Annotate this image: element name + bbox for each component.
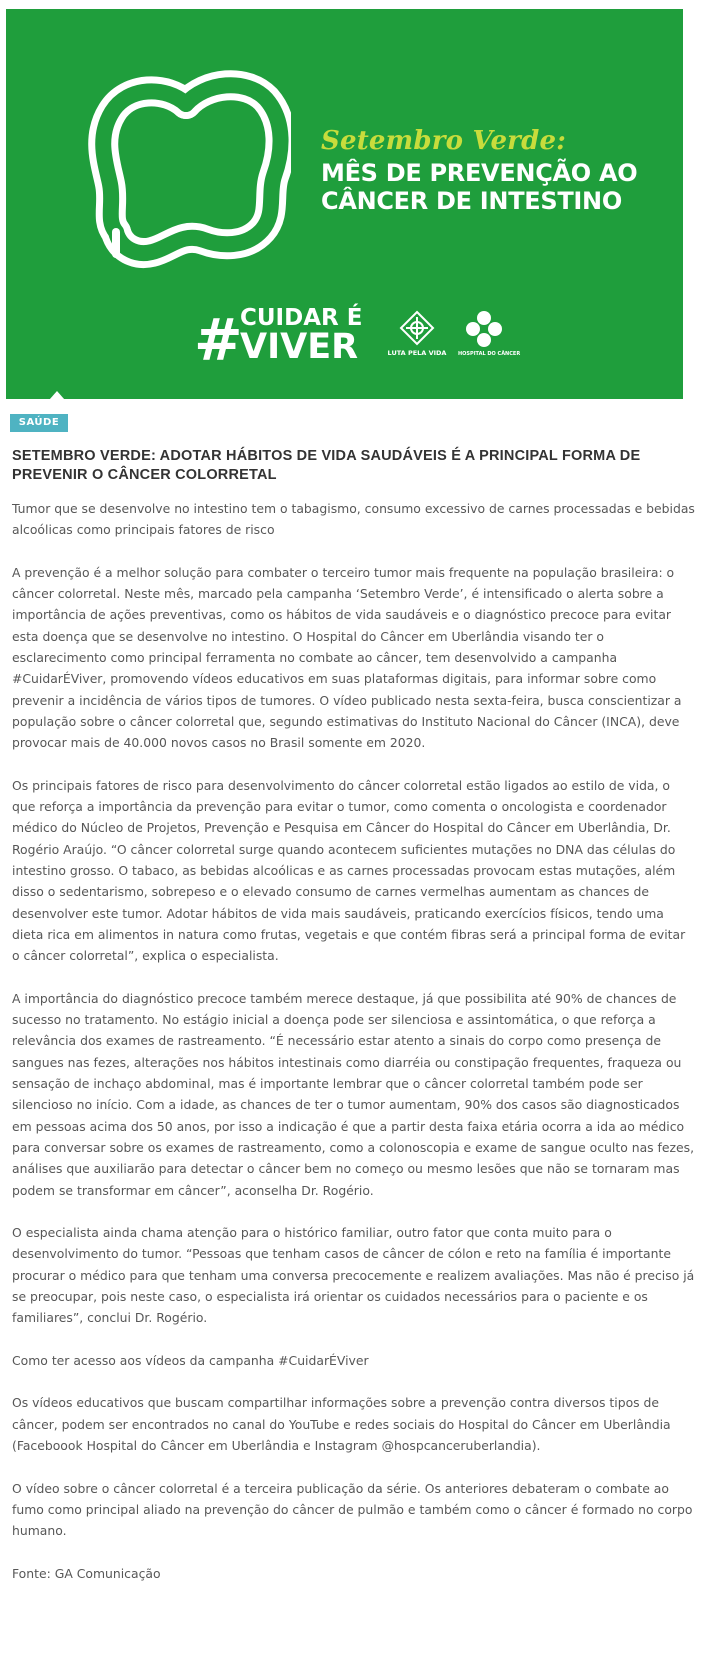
hero-subtitle: Setembro Verde: xyxy=(321,126,566,156)
article-source: Fonte: GA Comunicação xyxy=(12,1565,161,1581)
article-paragraph: O especialista ainda chama atenção para o histórico familiar, outro fator que conta muito para o desenvolvimento do tumor. “Pessoas que tenham casos de câncer de cólon e reto na família é importante procurar o médico para que tenham uma conversa precocemente e realizem avaliações. Mas não é preciso já se preocupar, pois neste caso, o especialista irá orientar os cuidados necessários para o paciente e os familiares”, conclui Dr. Rogério. xyxy=(12,1225,695,1326)
hero-notch xyxy=(42,391,72,399)
article-body xyxy=(12,498,696,1605)
hero-title-line1: MÊS DE PREVENÇÃO AO xyxy=(321,159,638,187)
diamond-cross-icon xyxy=(386,309,448,349)
intestine-icon xyxy=(86,64,291,269)
article-paragraph: A importância do diagnóstico precoce também merece destaque, já que possibilita até 90% de chances de sucesso no tratamento. No estágio inicial a doença pode ser silenciosa e assintomática, o que reforça a relevância dos exames de rastreamento. “É necessário estar atento a sinais do corpo como presença de sangues nas fezes, alterações nos hábitos intestinais como diarréia ou constipação frequentes, fraqueza ou sensação de inchaço abdominal, mas é importante lembrar que o câncer colorretal também pode ser silencioso no início. Com a idade, as chances de ter o tumor aumentam, 90% dos casos são diagnosticados em pessoas acima dos 50 anos, por isso a indicação é que a partir desta faixa etária ocorra a ida ao médico para conversar sobre os exames de rastreamento, como a colonoscopia e exame de sangue oculto nas fezes, análises que auxiliarão para detectar o câncer bem no começo ou mesmo lesões que não se tornaram mas podem se transformar em câncer”, aconselha Dr. Rogério. xyxy=(12,990,695,1198)
hashtag-line1: CUIDAR É xyxy=(240,305,363,331)
article-paragraph: Os vídeos educativos que buscam compartilhar informações sobre a prevenção contra diversos tipos de câncer, podem ser encontrados no canal do YouTube e redes sociais do Hospital do Câncer em Uberlândia (Faceboook Hospital do Câncer em Uberlândia e Instagram @hospcanceruberlandia). xyxy=(12,1395,671,1454)
logo2-text: HOSPITAL DO CÂNCER xyxy=(458,351,521,357)
article-paragraph: A prevenção é a melhor solução para combater o terceiro tumor mais frequente na população brasileira: o câncer colorretal. Neste mês, marcado pela campanha ‘Setembro Verde’, é intensificado o alerta sobre a importância de ações preventivas, como os hábitos de vida saudáveis e o diagnóstico precoce para evitar esta doença que se desenvolve no intestino. O Hospital do Câncer em Uberlândia visando ter o esclarecimento como principal ferramenta no combate ao câncer, tem desenvolvido a campanha #CuidarÉViver, promovendo vídeos educativos em suas plataformas digitais, para informar sobre como prevenir a incidência de vários tipos de tumores. O vídeo publicado nesta sexta-feira, busca conscientizar a população sobre o câncer colorretal que, segundo estimativas do Instituto Nacional do Câncer (INCA), deve provocar mais de 40.000 novos casos no Brasil somente em 2020. xyxy=(12,564,682,751)
article-lead: Tumor que se desenvolve no intestino tem o tabagismo, consumo excessivo de carnes processadas e bebidas alcoólicas como principais fatores de risco xyxy=(12,501,695,538)
luta-pela-vida-logo xyxy=(386,309,448,361)
hero-title-line2: CÂNCER DE INTESTINO xyxy=(321,187,622,215)
hashtag-line2: VIVER xyxy=(240,327,359,367)
category-badge[interactable]: SAÚDE xyxy=(10,414,68,432)
hero-title xyxy=(321,159,661,215)
article-paragraph: Os principais fatores de risco para desenvolvimento do câncer colorretal estão ligados ao estilo de vida, o que reforça a importância da prevenção para evitar o tumor, como comenta o oncologista e coordenador médico do Núcleo de Projetos, Prevenção e Pesquisa em Câncer do Hospital do Câncer em Uberlândia, Dr. Rogério Araújo. “O câncer colorretal surge quando acontecem suficientes mutações no DNA das células do intestino grosso. O tabaco, as bebidas alcoólicas e as carnes processadas provocam estas mutações, além disso o sedentarismo, sobrepeso e o elevado consumo de carnes vermelhas aumentam as chances de desenvolver este tumor. Adotar hábitos de vida mais saudáveis, praticando exercícios físicos, tendo uma dieta rica em alimentos in natura como frutas, vegetais e que contém fibras será a principal forma de evitar o câncer colorretal”, explica o especialista. xyxy=(12,777,686,964)
article-paragraph: O vídeo sobre o câncer colorretal é a terceira publicação da série. Os anteriores debateram o combate ao fumo como principal aliado na prevenção do câncer de pulmão e também como o câncer é formado no corpo humano. xyxy=(12,1480,693,1539)
logo1-text: LUTA PELA VIDA xyxy=(387,349,447,357)
hashtag-icon: # xyxy=(194,306,243,374)
article-subheading: Como ter acesso aos vídeos da campanha #CuidarÉViver xyxy=(12,1352,369,1368)
hero-banner-image xyxy=(6,9,683,399)
hospital-cancer-logo xyxy=(458,309,521,365)
article-title: SETEMBRO VERDE: ADOTAR HÁBITOS DE VIDA SAUDÁVEIS É A PRINCIPAL FORMA DE PREVENIR O CÂNCER COLORRETAL xyxy=(12,448,641,483)
flower-icon xyxy=(458,309,510,351)
